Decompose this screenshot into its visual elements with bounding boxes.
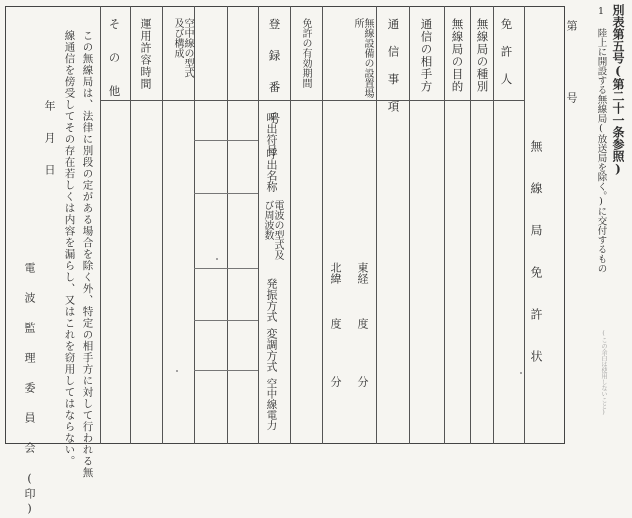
station-purpose-header: 無線局の目的 xyxy=(450,18,465,93)
appendix-subtitle: 1 陸上に開設する無線局(放送局を除く。)に交付するもの xyxy=(595,6,607,274)
rule xyxy=(227,6,228,444)
rule xyxy=(470,6,471,444)
registration-header: 登 録 番 号 xyxy=(267,18,282,127)
appendix-title: 別表第五号(第二十一条参照) xyxy=(611,4,625,176)
counterpart-header: 通信の相手方 xyxy=(419,18,434,93)
rule xyxy=(322,6,323,444)
margin-stamp: (この余白は使用しないこと) xyxy=(600,330,607,416)
scan-speck xyxy=(216,258,218,260)
emission-type-label: 電波の型式及び周波数 xyxy=(262,200,283,260)
rule xyxy=(194,140,258,141)
minute-label-1: 分 xyxy=(356,376,369,387)
degree-label-1: 度 xyxy=(356,318,369,329)
rule xyxy=(258,6,259,444)
date-month: 月 xyxy=(43,132,56,143)
operating-hours-header: 運用許容時間 xyxy=(139,18,152,90)
rule xyxy=(493,6,494,444)
degree-label-2: 度 xyxy=(329,318,342,329)
oscillation-label: 発振方式 xyxy=(265,278,278,322)
scan-speck xyxy=(176,370,178,372)
rule xyxy=(162,6,163,444)
date-year: 年 xyxy=(43,100,56,111)
rule xyxy=(194,6,195,444)
issuer-signature: 電 波 監 理 委 員 会 (印) xyxy=(23,262,36,518)
rule xyxy=(444,6,445,444)
other-header: そ の 他 xyxy=(107,18,122,101)
east-longitude-label: 東経 xyxy=(356,262,369,284)
form-number-label: 第 号 xyxy=(565,20,578,127)
rule xyxy=(194,193,258,194)
validity-header: 免許の有効期間 xyxy=(300,18,311,88)
north-latitude-label: 北緯 xyxy=(329,262,342,284)
modulation-label: 変調方式 xyxy=(265,328,278,372)
rule xyxy=(524,6,525,444)
license-title: 無 線 局 免 許 状 xyxy=(529,140,543,370)
licensee-header: 免 許 人 xyxy=(499,18,514,86)
notice-line-1: この無線局は、法律に別段の定がある場合を除く外、特定の相手方に対して行われる無 xyxy=(81,30,94,479)
rule xyxy=(100,6,101,444)
station-type-header: 無線局の種別 xyxy=(475,18,490,93)
rule xyxy=(290,6,291,444)
minute-label-2: 分 xyxy=(329,376,342,387)
scan-speck xyxy=(520,372,522,374)
rule xyxy=(194,268,258,269)
rule xyxy=(376,6,377,444)
antenna-header: 空中線の型式及び構成 xyxy=(172,18,193,78)
rule xyxy=(130,6,131,444)
call-name-label: 呼出名称 xyxy=(265,148,278,192)
rule xyxy=(100,100,524,101)
comm-items-header: 通 信 事 項 xyxy=(386,18,401,113)
antenna-power-label: 空中線電力 xyxy=(265,378,278,431)
date-day: 日 xyxy=(43,164,56,175)
rule xyxy=(194,320,258,321)
call-sign-label: 呼出符号 xyxy=(265,112,278,156)
location-header: 無線設備の設置場所 xyxy=(352,18,373,98)
rule xyxy=(194,370,258,371)
notice-line-2: 線通信を傍受してその存在若しくは内容を漏らし、又はこれを窃用してはならない。 xyxy=(63,30,76,467)
rule xyxy=(409,6,410,444)
